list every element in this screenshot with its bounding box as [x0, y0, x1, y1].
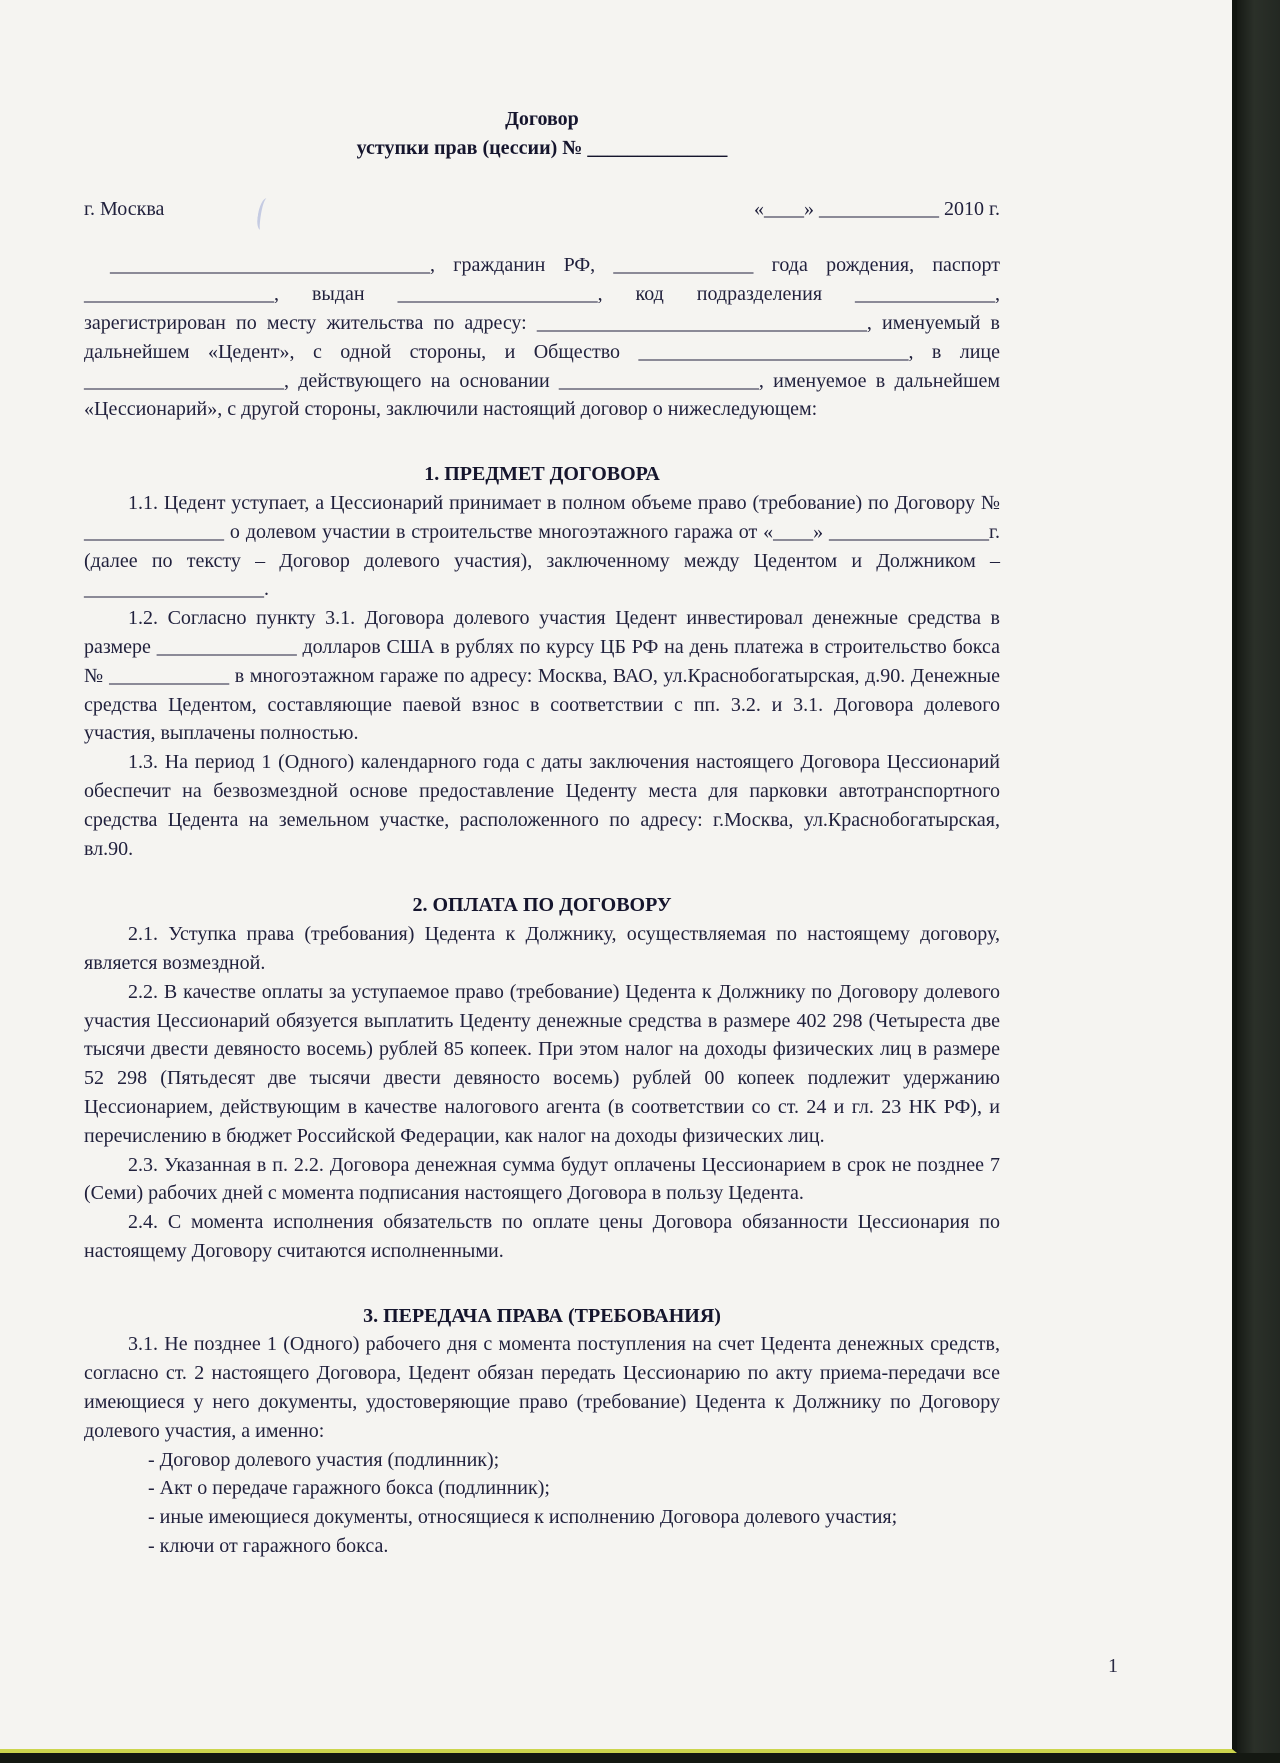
clause-3-1: 3.1. Не позднее 1 (Одного) рабочего дня с момента поступления на счет Цедента денежных средств, согласно ст. 2 настоящего Договора, Цедент обязан передать Цессионарию по акту приема-передачи все имеющиеся у него документы, удостоверяющие право (требование) Цедента к Должнику по Договору долевого участия, а именно: — [84, 1333, 1000, 1442]
section-1-heading: 1. ПРЕДМЕТ ДОГОВОРА — [424, 463, 660, 486]
document-title-line2: уступки прав (цессии) № ______________ — [356, 136, 728, 159]
list-item: - Договор долевого участия (подлинник); — [148, 1448, 500, 1471]
city-date-row — [84, 195, 1000, 224]
document-title-block — [84, 105, 1000, 163]
page-number: 1 — [1108, 1655, 1118, 1677]
clause-2-2: 2.2. В качестве оплаты за уступаемое право (требование) Цедента к Должнику по Договору долевого участия Цессионарий обязуется выплатить Цеденту денежные средства в размере 402 298 (Четыреста две тысячи двести девяносто восемь) рублей 85 копеек. При этом налог на доходы физических лиц в размере 52 298 (Пятьдесят две тысячи двести девяносто восемь) рублей 00 копеек подлежит удержанию Цессионарием, действующим в качестве налогового агента (в соответствии со ст. 24 и гл. 23 НК РФ), и перечислению в бюджет Российской Федерации, как налог на доходы физических лиц. — [84, 980, 1000, 1147]
clause-1-3: 1.3. На период 1 (Одного) календарного года с даты заключения настоящего Договора Цессионарий обеспечит на безвозмездной основе предоставление Цеденту места для парковки автотранспортного средства Цедента на земельном участке, расположенного по адресу: г.Москва, ул.Краснобогатырская, вл.90. — [84, 751, 1000, 860]
clause-2-3: 2.3. Указанная в п. 2.2. Договора денежная сумма будут оплачены Цессионарием в срок не позднее 7 (Семи) рабочих дней с момента подписания настоящего Договора в пользу Цедента. — [84, 1153, 1000, 1205]
list-item: - иные имеющиеся документы, относящиеся к исполнению Договора долевого участия; — [148, 1506, 898, 1529]
clause-2-1: 2.1. Уступка права (требования) Цедента к Должнику, осуществляемая по настоящему договору, является возмездной. — [84, 923, 1000, 974]
section-2-heading: 2. ОПЛАТА ПО ДОГОВОРУ — [412, 894, 672, 917]
list-item: - ключи от гаражного бокса. — [148, 1535, 389, 1558]
clause-1-2: 1.2. Согласно пункту 3.1. Договора долевого участия Цедент инвестировал денежные средства в размере ______________ долларов США в рублях по курсу ЦБ РФ на день платежа в строительство бокса № ____________ в многоэтажном гараже по адресу: Москва, ВАО, ул.Краснобогатырская, д.90. Денежные средства Цедентом, составляющие паевой взнос в соответствии с пп. 3.2. и 3.1. Договора долевого участия, выплачены полностью. — [84, 607, 1000, 745]
date-blank-line: «____» ____________ 2010 г. — [754, 197, 1000, 220]
clause-1-1: 1.1. Цедент уступает, а Цессионарий принимает в полном объеме право (требование) по Договору № ______________ о долевом участии в строительстве многоэтажного гаража от «____» ________________г. (далее по тексту – Договор долевого участия), заключенному между Цедентом и Должником – __________________. — [84, 491, 1000, 601]
preamble-paragraph: ________________________________, гражданин РФ, ______________ года рождения, паспорт ___________________, выдан ____________________, код подразделения ______________, зарегистрирован по месту жительства по адресу: _________________________________, именуемый в дальнейшем «Цедент», с одной стороны, и Общество ___________________________, в лице ____________________, действующего на основании ____________________, именуемое в дальнейшем «Цессионарий», с другой стороны, заключили настоящий договор о нижеследующем: — [84, 254, 1000, 421]
city-label: г. Москва — [84, 197, 165, 220]
documents-list — [84, 1446, 1000, 1561]
scan-background-bottom — [0, 1753, 1280, 1763]
scan-background-right — [1237, 0, 1280, 1763]
section-3-heading: 3. ПЕРЕДАЧА ПРАВА (ТРЕБОВАНИЯ) — [363, 1304, 721, 1327]
clause-2-4: 2.4. С момента исполнения обязательств по оплате цены Договора обязанности Цессионария по настоящему Договору считаются исполненными. — [84, 1211, 1000, 1262]
document-title-line1: Договор — [505, 108, 579, 130]
list-item: - Акт о передаче гаражного бокса (подлинник); — [148, 1477, 550, 1500]
